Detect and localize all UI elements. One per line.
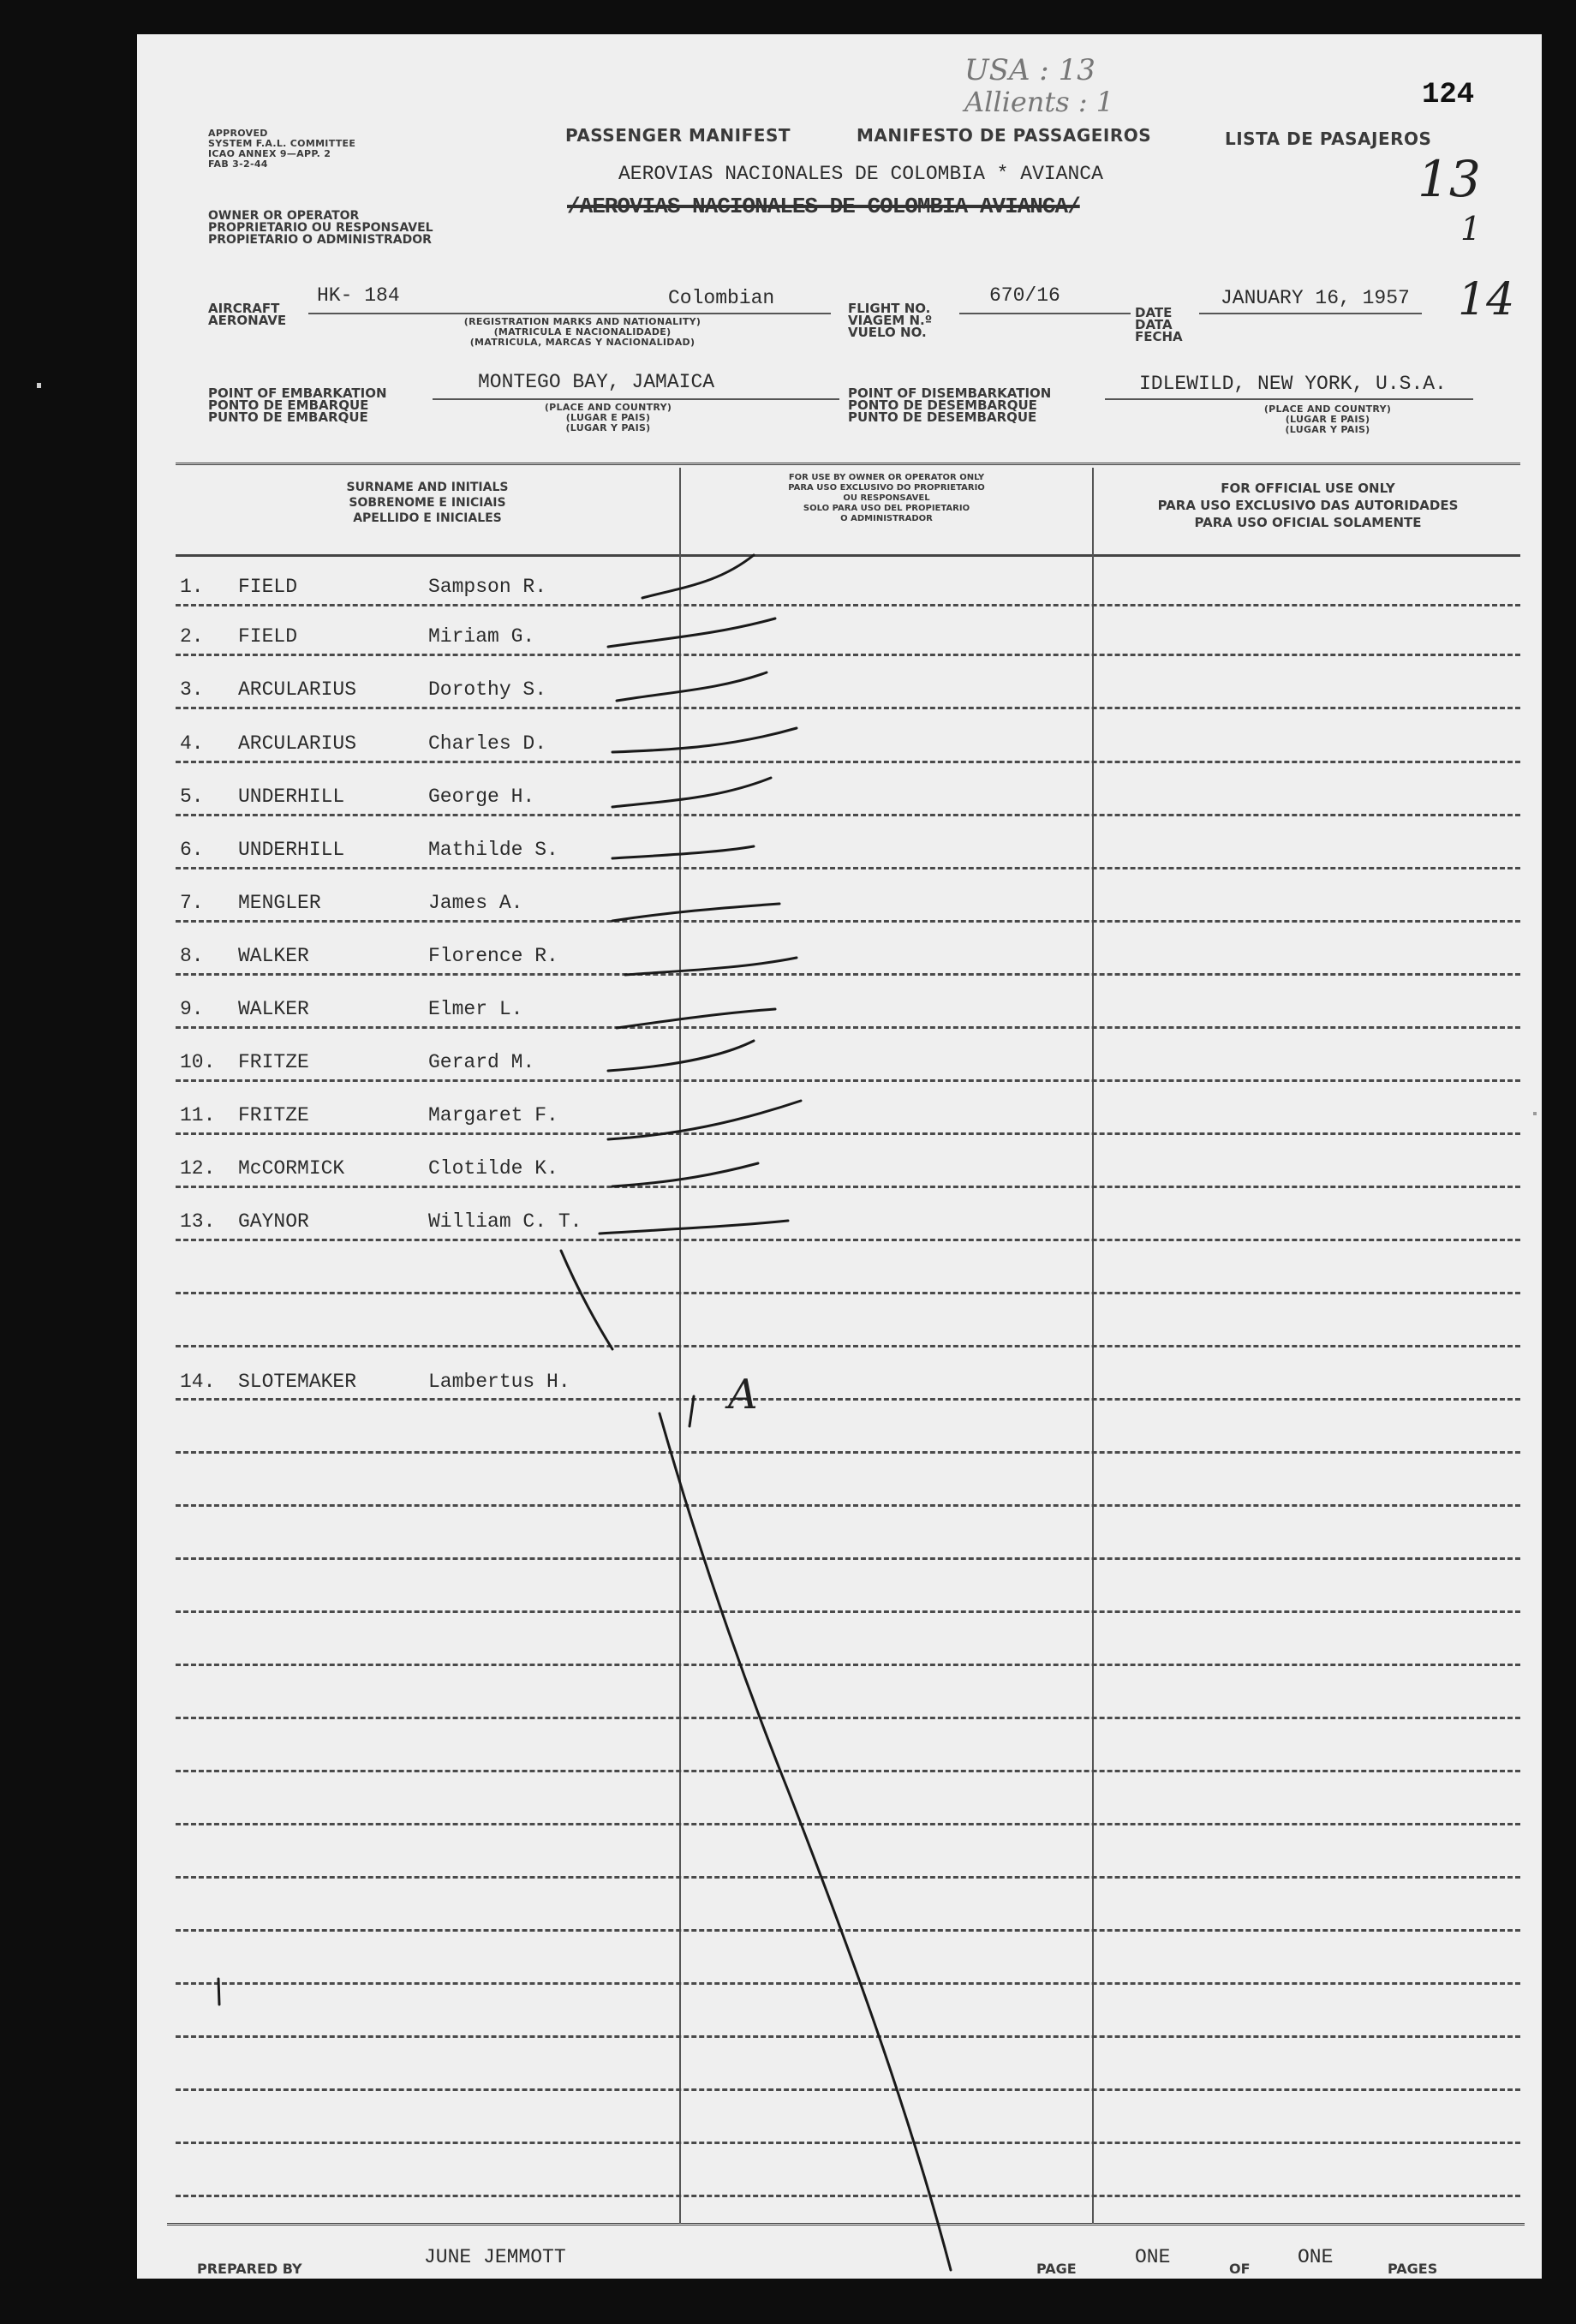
row-number: 8.: [180, 945, 204, 967]
page-number: 124: [1422, 79, 1475, 111]
passenger-given-names: Elmer L.: [428, 998, 523, 1020]
passenger-surname: McCORMICK: [238, 1157, 345, 1180]
passenger-surname: SLOTEMAKER: [238, 1371, 357, 1393]
row-number: 6.: [180, 839, 204, 861]
row-number: 10.: [180, 1051, 216, 1073]
passenger-given-names: Dorothy S.: [428, 678, 547, 701]
aircraft-registration: HK- 184: [317, 284, 400, 307]
row-number: 2.: [180, 625, 204, 648]
passenger-surname: FRITZE: [238, 1104, 309, 1126]
passenger-given-names: Mathilde S.: [428, 839, 558, 861]
aircraft-labels: AIRCRAFT AERONAVE: [208, 301, 287, 328]
title-passenger-manifest: PASSENGER MANIFEST: [565, 125, 791, 146]
embarkation-labels: POINT OF EMBARKATION PONTO DE EMBARQUE PUNTO DE EMBARQUE: [208, 385, 387, 425]
flight-labels: FLIGHT NO. VIAGEM N.º VUELO NO.: [848, 301, 933, 340]
scan-speck: [1533, 1112, 1537, 1115]
page-label: PAGE: [1036, 2261, 1077, 2277]
passenger-given-names: Lambertus H.: [428, 1371, 570, 1393]
approval-block: APPROVED SYSTEM F.A.L. COMMITTEE ICAO ANNEX 9—APP. 2 FAB 3-2-44: [208, 128, 356, 170]
pages-label: PAGES: [1388, 2261, 1438, 2277]
struck-airline-name: /AEROVIAS NACIONALES DE COLOMBIA AVIANCA/: [567, 194, 1080, 219]
passenger-surname: WALKER: [238, 945, 309, 967]
row-number: 12.: [180, 1157, 216, 1180]
prepared-by-label: PREPARED BY: [197, 2261, 302, 2277]
passenger-given-names: George H.: [428, 786, 535, 808]
embarkation-point: MONTEGO BAY, JAMAICA: [478, 371, 715, 393]
passenger-surname: GAYNOR: [238, 1210, 309, 1233]
column-header-owner-use: FOR USE BY OWNER OR OPERATOR ONLY PARA USO EXCLUSIVO DO PROPRIETARIO OU RESPONSAVEL SOLO PARA USO DEL PROPIETARIO O ADMINISTRADOR: [788, 473, 985, 523]
flight-date: JANUARY 16, 1957: [1221, 287, 1410, 309]
column-header-official: FOR OFFICIAL USE ONLY PARA USO EXCLUSIVO DAS AUTORIDADES PARA USO OFICIAL SOLAMENTE: [1157, 481, 1459, 530]
passenger-surname: FRITZE: [238, 1051, 309, 1073]
passenger-given-names: Charles D.: [428, 732, 547, 755]
aircraft-nationality: Colombian: [668, 287, 775, 309]
page-value: ONE: [1135, 2246, 1171, 2268]
row-number: 11.: [180, 1104, 216, 1126]
row-number: 5.: [180, 786, 204, 808]
passenger-given-names: Florence R.: [428, 945, 558, 967]
row-number: 7.: [180, 892, 204, 914]
disembarkation-captions: (PLACE AND COUNTRY) (LUGAR E PAIS) (LUGAR Y PAIS): [1263, 403, 1392, 435]
alien-mark: A: [728, 1371, 758, 1419]
row-number: 14.: [180, 1371, 216, 1393]
passenger-surname: FIELD: [238, 576, 298, 598]
tally-first: 13: [1418, 150, 1481, 208]
passenger-surname: UNDERHILL: [238, 786, 345, 808]
row-number: 1.: [180, 576, 204, 598]
passenger-given-names: Clotilde K.: [428, 1157, 558, 1180]
passenger-given-names: Miriam G.: [428, 625, 535, 648]
row-number: 4.: [180, 732, 204, 755]
passenger-given-names: James A.: [428, 892, 523, 914]
passenger-surname: FIELD: [238, 625, 298, 648]
registration-captions: (REGISTRATION MARKS AND NATIONALITY) (MATRICULA E NACIONALIDADE) (MATRICULA, MARCAS Y NACIONALIDAD): [463, 316, 701, 348]
tally-second: 1: [1460, 210, 1482, 248]
passenger-surname: UNDERHILL: [238, 839, 345, 861]
row-number: 3.: [180, 678, 204, 701]
handwritten-check-marks: [137, 34, 1542, 2279]
disembarkation-labels: POINT OF DISEMBARKATION PONTO DE DESEMBARQUE PUNTO DE DESEMBARQUE: [848, 385, 1052, 425]
of-value: ONE: [1298, 2246, 1334, 2268]
manifest-page: [137, 34, 1542, 2279]
passenger-given-names: Margaret F.: [428, 1104, 558, 1126]
tally-total: 14: [1458, 274, 1515, 326]
passenger-surname: ARCULARIUS: [238, 732, 357, 755]
date-labels: DATE DATA FECHA: [1135, 305, 1183, 344]
passenger-given-names: Sampson R.: [428, 576, 547, 598]
passenger-given-names: Gerard M.: [428, 1051, 535, 1073]
of-label: OF: [1229, 2261, 1251, 2277]
title-manifesto: MANIFESTO DE PASSAGEIROS: [857, 125, 1152, 146]
passenger-given-names: William C. T.: [428, 1210, 582, 1233]
title-lista: LISTA DE PASAJEROS: [1225, 128, 1432, 149]
scan-speck: [37, 383, 41, 388]
passenger-surname: WALKER: [238, 998, 309, 1020]
row-number: 9.: [180, 998, 204, 1020]
column-header-names: SURNAME AND INITIALS SOBRENOME E INICIAIS APELLIDO E INICIALES: [346, 481, 509, 525]
owner-operator-labels: OWNER OR OPERATOR PROPRIETARIO OU RESPONSAVEL PROPIETARIO O ADMINISTRADOR: [208, 209, 433, 247]
flight-number: 670/16: [989, 284, 1060, 307]
passenger-surname: ARCULARIUS: [238, 678, 357, 701]
prepared-by-value: JUNE JEMMOTT: [424, 2246, 566, 2268]
airline-name: AEROVIAS NACIONALES DE COLOMBIA * AVIANCA: [618, 163, 1103, 185]
embarkation-captions: (PLACE AND COUNTRY) (LUGAR E PAIS) (LUGAR Y PAIS): [544, 402, 672, 433]
row-number: 13.: [180, 1210, 216, 1233]
handwritten-usa-count: USA : 13: [964, 53, 1095, 87]
handwritten-aliens-count: Allients : 1: [964, 86, 1114, 118]
disembarkation-point: IDLEWILD, NEW YORK, U.S.A.: [1139, 373, 1447, 395]
passenger-surname: MENGLER: [238, 892, 321, 914]
